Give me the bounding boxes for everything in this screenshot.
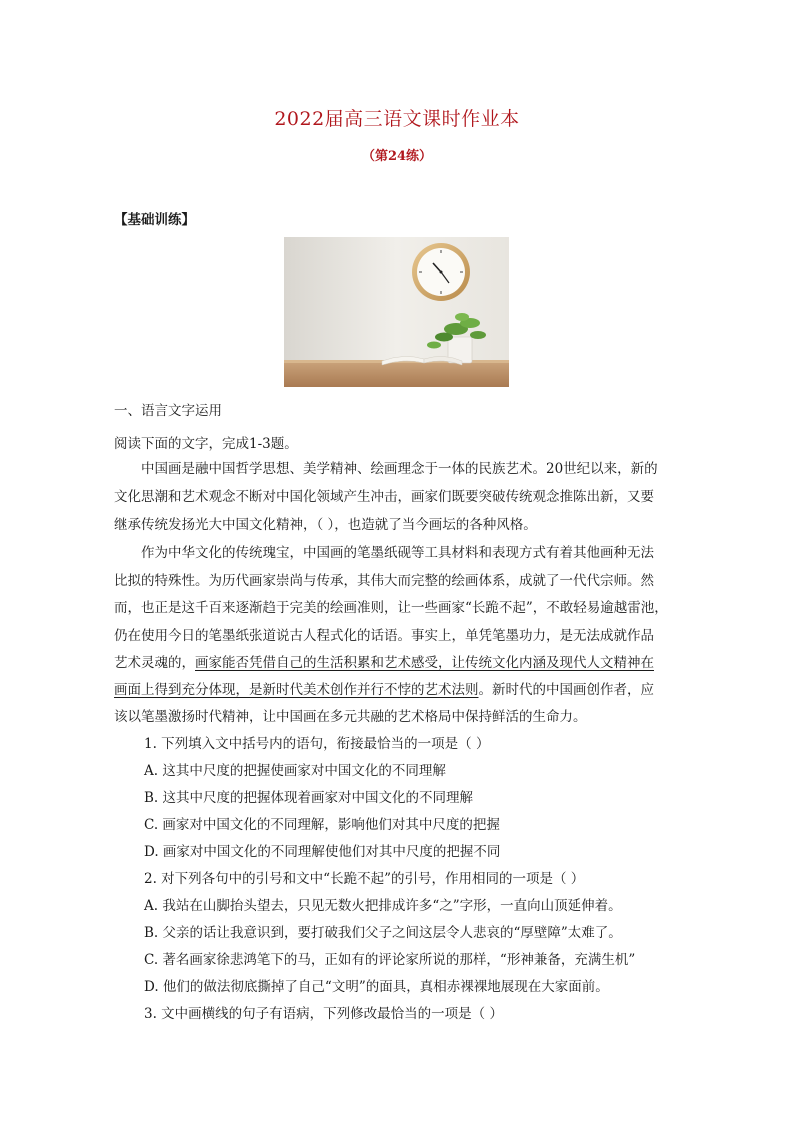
- passage-line: 仍在使用今日的笔墨纸张道说古人程式化的话语。事实上，单凭笔墨功力，是无法成就作品: [114, 628, 654, 644]
- passage-text: 艺术灵魂的，: [114, 655, 195, 671]
- instruction: 阅读下面的文字，完成1-3题。: [114, 436, 298, 452]
- answer-option: B. 父亲的话让我意识到，要打破我们父子之间这层令人悲哀的“厚壁障”太难了。: [144, 925, 622, 941]
- clock-plant-photo: [284, 237, 509, 387]
- passage-line: 比拟的特殊性。为历代画家崇尚与传承，其伟大而完整的绘画体系，成就了一代代宗师。然: [114, 573, 654, 589]
- passage-line: 该以笔墨激扬时代精神，让中国画在多元共融的艺术格局中保持鲜活的生命力。: [114, 709, 587, 725]
- passage-line: 继承传统发扬光大中国文化精神，（ ），也造就了当今画坛的各种风格。: [114, 517, 537, 533]
- passage-line: 文化思潮和艺术观念不断对中国化领域产生冲击，画家们既要突破传统观念推陈出新，又要: [114, 489, 654, 505]
- answer-option: A. 我站在山脚抬头望去，只见无数火把排成许多“之”字形，一直向山顶延伸着。: [144, 898, 622, 914]
- passage-line: 而，也正是这千百来逐渐趋于完美的绘画准则，让一些画家“长跪不起”，不敢轻易逾越雷池，: [114, 600, 668, 616]
- passage-line: 中国画是融中国哲学思想、美学精神、绘画理念于一体的民族艺术。20世纪以来，新的: [141, 461, 658, 477]
- question-stem: 2. 对下列各句中的引号和文中“长跪不起”的引号，作用相同的一项是（ ）: [144, 871, 585, 887]
- section-label: 【基础训练】: [114, 212, 195, 228]
- answer-option: D. 画家对中国文化的不同理解使他们对其中尺度的把握不同: [144, 844, 501, 860]
- answer-option: D. 他们的做法彻底撕掉了自己“文明”的面具，真相赤裸裸地展现在大家面前。: [144, 979, 609, 995]
- clock-plant-illustration: [284, 237, 509, 387]
- clock-icon: [412, 243, 470, 301]
- page-subtitle: （第24练）: [361, 149, 433, 164]
- page-title: 2022届高三语文课时作业本: [274, 108, 520, 130]
- passage-text: 。新时代的中国画创作者，应: [478, 682, 654, 698]
- part-heading: 一、语言文字运用: [114, 403, 222, 419]
- answer-option: C. 画家对中国文化的不同理解，影响他们对其中尺度的把握: [144, 817, 500, 833]
- question-stem: 3. 文中画横线的句子有语病，下列修改最恰当的一项是（ ）: [144, 1006, 503, 1022]
- answer-option: C. 著名画家徐悲鸿笔下的马，正如有的评论家所说的那样，“形神兼备，充满生机”: [144, 952, 636, 968]
- answer-option: B. 这其中尺度的把握体现着画家对中国文化的不同理解: [144, 790, 474, 806]
- passage-line: 作为中华文化的传统瑰宝，中国画的笔墨纸砚等工具材料和表现方式有着其他画种无法: [141, 545, 654, 561]
- underlined-sentence: 画家能否凭借自己的生活积累和艺术感受，让传统文化内涵及现代人文精神在: [195, 655, 654, 671]
- passage-line: [114, 653, 682, 673]
- underlined-sentence: 画面上得到充分体现，是新时代美术创作并行不悖的艺术法则: [114, 682, 479, 698]
- answer-option: A. 这其中尺度的把握使画家对中国文化的不同理解: [144, 763, 446, 779]
- passage-line: [114, 680, 682, 700]
- question-stem: 1. 下列填入文中括号内的语句，衔接最恰当的一项是（ ）: [144, 736, 490, 752]
